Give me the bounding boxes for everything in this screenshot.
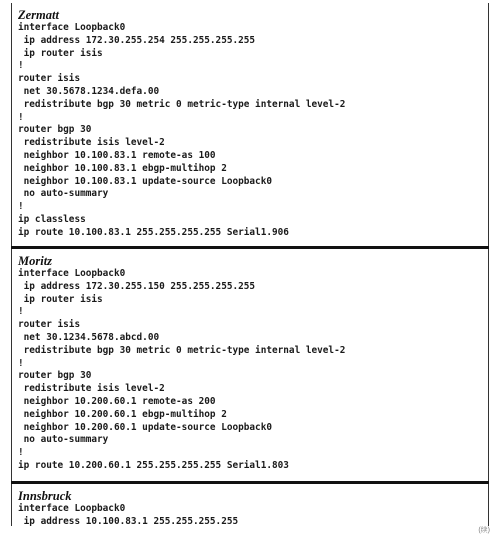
section-divider (11, 246, 489, 249)
router-title-innsbruck: Innsbruck (18, 489, 72, 503)
section-moritz (18, 254, 490, 473)
continued-mark: (续) (478, 527, 490, 534)
config-block-moritz: interface Loopback0 ip address 172.30.255.150 255.255.255.255 ip router isis ! router isis net 30.1234.5678.abcd.00 redistribute bgp 30 metric 0 metric-type internal level-2 ! router bgp 30 redistribute isis level-2 neighbor 10.200.60.1 remote-as 200 neighbor 10.200.60.1 ebgp-multihop 2 neighbor 10.200.60.1 update-source Loopback0 no auto-summary ! ip route 10.200.60.1 255.255.255.255 Serial1.803 (18, 268, 346, 471)
config-block-zermatt: interface Loopback0 ip address 172.30.255.254 255.255.255.255 ip router isis ! router isis net 30.5678.1234.defa.00 redistribute bgp 30 metric 0 metric-type internal level-2 ! router bgp 30 redistribute isis level-2 neighbor 10.100.83.1 remote-as 100 neighbor 10.100.83.1 ebgp-multihop 2 neighbor 10.100.83.1 update-source Loopback0 no auto-summary ! ip classless ip route 10.100.83.1 255.255.255.255 Serial1.906 (18, 22, 346, 238)
config-block-innsbruck: interface Loopback0 ip address 10.100.83.1 255.255.255.255 (18, 503, 239, 527)
section-divider (11, 481, 489, 484)
router-title-zermatt: Zermatt (18, 8, 59, 22)
section-innsbruck (18, 489, 490, 529)
router-title-moritz: Moritz (18, 254, 53, 268)
section-zermatt (18, 8, 490, 240)
